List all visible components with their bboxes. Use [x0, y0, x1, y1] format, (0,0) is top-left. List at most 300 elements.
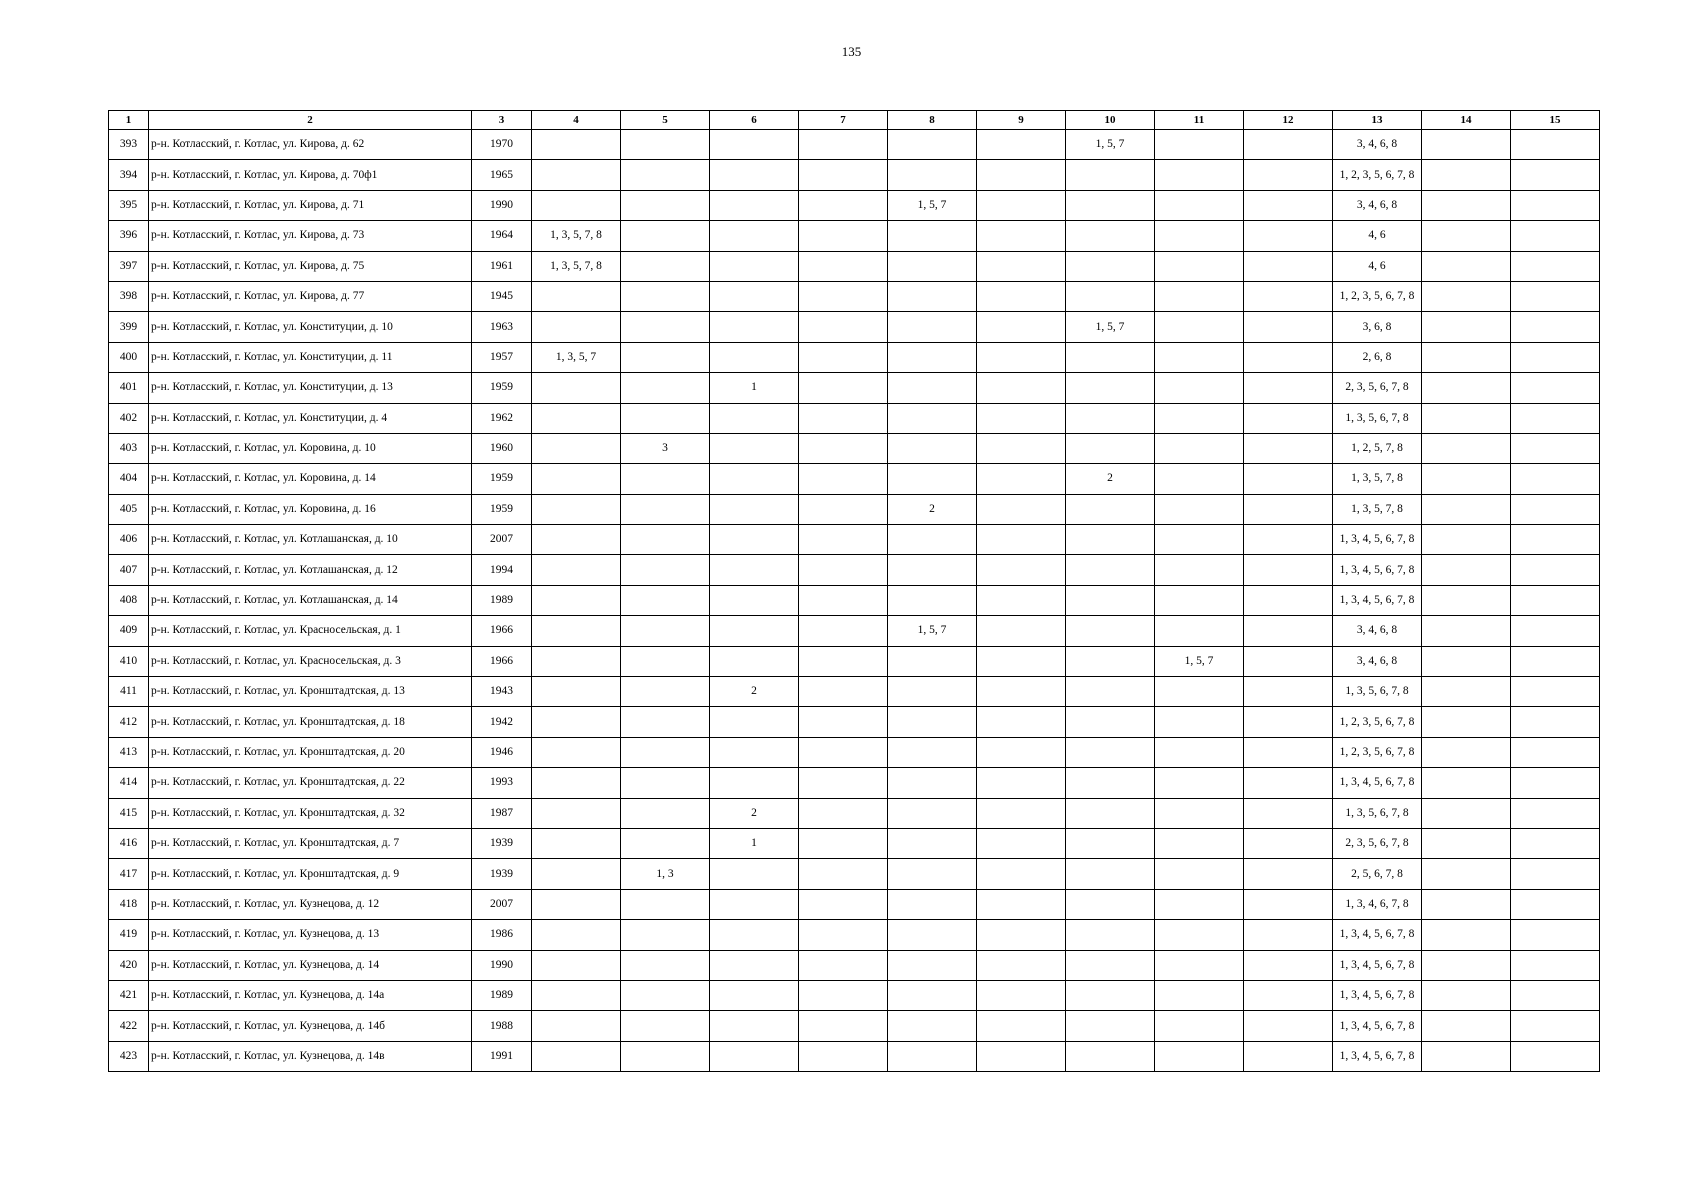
value-cell [1244, 403, 1333, 433]
value-cell [977, 130, 1066, 160]
value-cell [1066, 646, 1155, 676]
value-cell [1244, 221, 1333, 251]
value-cell [621, 950, 710, 980]
value-cell [532, 677, 621, 707]
value-cell: 2 [888, 494, 977, 524]
value-cell [1244, 1011, 1333, 1041]
value-cell: 1, 3, 4, 5, 6, 7, 8 [1333, 950, 1422, 980]
value-cell [710, 464, 799, 494]
table-row [109, 464, 1600, 494]
value-cell [1066, 798, 1155, 828]
value-cell [532, 980, 621, 1010]
column-header: 5 [621, 111, 710, 130]
value-cell [1066, 920, 1155, 950]
value-cell [977, 798, 1066, 828]
address-cell: р-н. Котласский, г. Котлас, ул. Коровина, д. 10 [149, 433, 472, 463]
value-cell: 1, 5, 7 [1066, 312, 1155, 342]
row-number-cell: 421 [109, 980, 149, 1010]
value-cell: 1, 3, 4, 5, 6, 7, 8 [1333, 525, 1422, 555]
value-cell [1244, 525, 1333, 555]
value-cell [1066, 585, 1155, 615]
value-cell [1155, 828, 1244, 858]
value-cell [1422, 160, 1511, 190]
table-row [109, 980, 1600, 1010]
value-cell [977, 859, 1066, 889]
value-cell [621, 768, 710, 798]
value-cell [1422, 677, 1511, 707]
value-cell [799, 707, 888, 737]
value-cell [1244, 798, 1333, 828]
column-header: 12 [1244, 111, 1333, 130]
value-cell [532, 525, 621, 555]
value-cell: 1, 3, 5, 7 [532, 342, 621, 372]
table-row [109, 707, 1600, 737]
table-row [109, 433, 1600, 463]
address-cell: р-н. Котласский, г. Котлас, ул. Кузнецова, д. 14а [149, 980, 472, 1010]
value-cell [1244, 251, 1333, 281]
value-cell [1422, 585, 1511, 615]
column-header: 10 [1066, 111, 1155, 130]
value-cell [1066, 525, 1155, 555]
value-cell [799, 251, 888, 281]
value-cell [799, 585, 888, 615]
value-cell [1511, 190, 1600, 220]
value-cell [710, 342, 799, 372]
value-cell [977, 190, 1066, 220]
value-cell [1511, 920, 1600, 950]
table-body [109, 111, 1600, 1072]
value-cell [977, 373, 1066, 403]
value-cell [1511, 433, 1600, 463]
value-cell [1422, 464, 1511, 494]
address-cell: р-н. Котласский, г. Котлас, ул. Кузнецова, д. 12 [149, 889, 472, 919]
value-cell [1155, 281, 1244, 311]
value-cell [799, 433, 888, 463]
year-cell: 1959 [472, 464, 532, 494]
value-cell [1511, 494, 1600, 524]
row-number-cell: 396 [109, 221, 149, 251]
value-cell [977, 950, 1066, 980]
year-cell: 1963 [472, 312, 532, 342]
value-cell [888, 585, 977, 615]
value-cell [621, 312, 710, 342]
value-cell [532, 433, 621, 463]
value-cell [888, 980, 977, 1010]
value-cell [977, 281, 1066, 311]
address-cell: р-н. Котласский, г. Котлас, ул. Кузнецова, д. 14в [149, 1041, 472, 1071]
address-cell: р-н. Котласский, г. Котлас, ул. Кирова, д. 73 [149, 221, 472, 251]
value-cell [621, 555, 710, 585]
buildings-table [108, 110, 1600, 1072]
address-cell: р-н. Котласский, г. Котлас, ул. Кронштадтская, д. 13 [149, 677, 472, 707]
value-cell [532, 768, 621, 798]
value-cell: 1, 3 [621, 859, 710, 889]
table-row [109, 889, 1600, 919]
address-cell: р-н. Котласский, г. Котлас, ул. Кронштадтская, д. 20 [149, 737, 472, 767]
value-cell [621, 677, 710, 707]
value-cell: 1, 2, 3, 5, 6, 7, 8 [1333, 160, 1422, 190]
value-cell [621, 920, 710, 950]
value-cell [1066, 737, 1155, 767]
year-cell: 1959 [472, 494, 532, 524]
value-cell: 1, 5, 7 [888, 190, 977, 220]
value-cell [888, 859, 977, 889]
value-cell [710, 707, 799, 737]
value-cell [1155, 1011, 1244, 1041]
value-cell: 1 [710, 373, 799, 403]
table-row [109, 221, 1600, 251]
value-cell [1155, 221, 1244, 251]
value-cell: 3, 4, 6, 8 [1333, 616, 1422, 646]
value-cell [1066, 707, 1155, 737]
value-cell [710, 281, 799, 311]
year-cell: 1994 [472, 555, 532, 585]
value-cell [1244, 677, 1333, 707]
value-cell [532, 281, 621, 311]
value-cell [888, 737, 977, 767]
row-number-cell: 413 [109, 737, 149, 767]
value-cell [1066, 828, 1155, 858]
value-cell [1511, 798, 1600, 828]
value-cell [799, 160, 888, 190]
value-cell [1066, 494, 1155, 524]
value-cell: 2 [710, 677, 799, 707]
table-row [109, 859, 1600, 889]
value-cell [1422, 950, 1511, 980]
value-cell: 2 [710, 798, 799, 828]
value-cell [799, 464, 888, 494]
value-cell [1422, 403, 1511, 433]
value-cell [1066, 980, 1155, 1010]
value-cell [1155, 190, 1244, 220]
value-cell [532, 190, 621, 220]
value-cell [710, 950, 799, 980]
column-header: 15 [1511, 111, 1600, 130]
value-cell [888, 950, 977, 980]
value-cell: 1, 3, 5, 7, 8 [532, 251, 621, 281]
value-cell [1422, 190, 1511, 220]
value-cell [710, 889, 799, 919]
value-cell [888, 920, 977, 950]
address-cell: р-н. Котласский, г. Котлас, ул. Котлашанская, д. 10 [149, 525, 472, 555]
value-cell [1422, 798, 1511, 828]
address-cell: р-н. Котласский, г. Котлас, ул. Конституции, д. 10 [149, 312, 472, 342]
value-cell [1422, 130, 1511, 160]
address-cell: р-н. Котласский, г. Котлас, ул. Кирова, д. 62 [149, 130, 472, 160]
value-cell [977, 585, 1066, 615]
table-row [109, 342, 1600, 372]
table-row [109, 281, 1600, 311]
value-cell [1511, 312, 1600, 342]
table-row [109, 768, 1600, 798]
year-cell: 1961 [472, 251, 532, 281]
value-cell [1422, 342, 1511, 372]
address-cell: р-н. Котласский, г. Котлас, ул. Кирова, д. 70ф1 [149, 160, 472, 190]
value-cell [888, 1011, 977, 1041]
row-number-cell: 409 [109, 616, 149, 646]
value-cell [1155, 889, 1244, 919]
value-cell [888, 312, 977, 342]
value-cell [1422, 828, 1511, 858]
address-cell: р-н. Котласский, г. Котлас, ул. Кронштадтская, д. 22 [149, 768, 472, 798]
value-cell [799, 677, 888, 707]
value-cell [1511, 980, 1600, 1010]
value-cell [1066, 1041, 1155, 1071]
value-cell [710, 737, 799, 767]
value-cell [710, 1041, 799, 1071]
value-cell: 3, 6, 8 [1333, 312, 1422, 342]
value-cell [532, 464, 621, 494]
value-cell [1155, 798, 1244, 828]
value-cell [1244, 555, 1333, 585]
address-cell: р-н. Котласский, г. Котлас, ул. Кирова, д. 77 [149, 281, 472, 311]
year-cell: 1989 [472, 980, 532, 1010]
value-cell: 1, 3, 5, 6, 7, 8 [1333, 798, 1422, 828]
value-cell [1155, 737, 1244, 767]
row-number-cell: 401 [109, 373, 149, 403]
value-cell [532, 889, 621, 919]
value-cell [799, 221, 888, 251]
address-cell: р-н. Котласский, г. Котлас, ул. Кронштадтская, д. 18 [149, 707, 472, 737]
value-cell [1066, 251, 1155, 281]
value-cell: 2, 5, 6, 7, 8 [1333, 859, 1422, 889]
address-cell: р-н. Котласский, г. Котлас, ул. Конституции, д. 13 [149, 373, 472, 403]
value-cell [1422, 1041, 1511, 1071]
address-cell: р-н. Котласский, г. Котлас, ул. Котлашанская, д. 12 [149, 555, 472, 585]
year-cell: 2007 [472, 525, 532, 555]
year-cell: 1939 [472, 828, 532, 858]
value-cell [710, 920, 799, 950]
year-cell: 1989 [472, 585, 532, 615]
value-cell [1511, 251, 1600, 281]
value-cell [710, 251, 799, 281]
page-number: 135 [841, 44, 862, 59]
value-cell [1066, 221, 1155, 251]
row-number-cell: 417 [109, 859, 149, 889]
year-cell: 1986 [472, 920, 532, 950]
value-cell [1066, 859, 1155, 889]
value-cell [1422, 646, 1511, 676]
value-cell [1511, 464, 1600, 494]
value-cell [710, 585, 799, 615]
value-cell [1066, 677, 1155, 707]
address-cell: р-н. Котласский, г. Котлас, ул. Кронштадтская, д. 9 [149, 859, 472, 889]
value-cell [621, 403, 710, 433]
year-cell: 1970 [472, 130, 532, 160]
value-cell [888, 646, 977, 676]
value-cell [799, 555, 888, 585]
table-row [109, 160, 1600, 190]
value-cell [1422, 251, 1511, 281]
value-cell [799, 342, 888, 372]
value-cell: 1, 3, 5, 6, 7, 8 [1333, 403, 1422, 433]
value-cell [1244, 646, 1333, 676]
value-cell [621, 980, 710, 1010]
value-cell [1244, 160, 1333, 190]
value-cell: 1, 5, 7 [888, 616, 977, 646]
value-cell [1066, 1011, 1155, 1041]
value-cell [710, 403, 799, 433]
address-cell: р-н. Котласский, г. Котлас, ул. Кронштадтская, д. 7 [149, 828, 472, 858]
value-cell [621, 646, 710, 676]
value-cell [1155, 585, 1244, 615]
value-cell: 1, 3, 5, 7, 8 [1333, 494, 1422, 524]
value-cell [1244, 190, 1333, 220]
row-number-cell: 400 [109, 342, 149, 372]
value-cell [1511, 1041, 1600, 1071]
table-row [109, 585, 1600, 615]
value-cell [1244, 1041, 1333, 1071]
address-cell: р-н. Котласский, г. Котлас, ул. Коровина, д. 16 [149, 494, 472, 524]
year-cell: 1943 [472, 677, 532, 707]
year-cell: 1988 [472, 1011, 532, 1041]
address-cell: р-н. Котласский, г. Котлас, ул. Кузнецова, д. 14б [149, 1011, 472, 1041]
value-cell [1511, 160, 1600, 190]
value-cell [799, 889, 888, 919]
column-header: 9 [977, 111, 1066, 130]
value-cell [1244, 494, 1333, 524]
value-cell: 4, 6 [1333, 221, 1422, 251]
year-cell: 1966 [472, 646, 532, 676]
value-cell [532, 555, 621, 585]
value-cell: 1, 3, 4, 5, 6, 7, 8 [1333, 980, 1422, 1010]
value-cell [621, 342, 710, 372]
row-number-cell: 418 [109, 889, 149, 919]
value-cell [977, 433, 1066, 463]
row-number-cell: 422 [109, 1011, 149, 1041]
value-cell: 2 [1066, 464, 1155, 494]
table-row [109, 190, 1600, 220]
value-cell [1511, 768, 1600, 798]
address-cell: р-н. Котласский, г. Котлас, ул. Коровина, д. 14 [149, 464, 472, 494]
value-cell [1511, 677, 1600, 707]
year-cell: 2007 [472, 889, 532, 919]
value-cell [1155, 312, 1244, 342]
value-cell [1422, 281, 1511, 311]
value-cell [532, 403, 621, 433]
column-header: 4 [532, 111, 621, 130]
table-row [109, 646, 1600, 676]
row-number-cell: 412 [109, 707, 149, 737]
year-cell: 1965 [472, 160, 532, 190]
value-cell [710, 525, 799, 555]
value-cell [621, 251, 710, 281]
year-cell: 1959 [472, 373, 532, 403]
value-cell [532, 1011, 621, 1041]
value-cell [532, 828, 621, 858]
value-cell [532, 312, 621, 342]
year-cell: 1945 [472, 281, 532, 311]
value-cell: 3, 4, 6, 8 [1333, 646, 1422, 676]
value-cell [1155, 342, 1244, 372]
value-cell [1155, 494, 1244, 524]
row-number-cell: 398 [109, 281, 149, 311]
column-header: 13 [1333, 111, 1422, 130]
value-cell [1244, 950, 1333, 980]
value-cell [1244, 920, 1333, 950]
value-cell [710, 616, 799, 646]
value-cell [1422, 768, 1511, 798]
value-cell [621, 1041, 710, 1071]
value-cell [532, 585, 621, 615]
value-cell [977, 707, 1066, 737]
value-cell [977, 737, 1066, 767]
year-cell: 1990 [472, 950, 532, 980]
year-cell: 1957 [472, 342, 532, 372]
value-cell [710, 160, 799, 190]
value-cell [621, 130, 710, 160]
value-cell [977, 403, 1066, 433]
value-cell: 3, 4, 6, 8 [1333, 190, 1422, 220]
value-cell [799, 130, 888, 160]
value-cell [710, 190, 799, 220]
value-cell [977, 160, 1066, 190]
value-cell [710, 646, 799, 676]
value-cell [1244, 130, 1333, 160]
value-cell [1155, 920, 1244, 950]
table-row [109, 373, 1600, 403]
value-cell [977, 221, 1066, 251]
value-cell [799, 312, 888, 342]
value-cell: 1, 3, 4, 5, 6, 7, 8 [1333, 920, 1422, 950]
value-cell [532, 920, 621, 950]
value-cell [977, 251, 1066, 281]
value-cell [621, 373, 710, 403]
value-cell [799, 828, 888, 858]
value-cell [1155, 980, 1244, 1010]
value-cell [888, 525, 977, 555]
value-cell [888, 373, 977, 403]
value-cell [621, 160, 710, 190]
value-cell [1422, 494, 1511, 524]
value-cell: 1, 3, 4, 6, 7, 8 [1333, 889, 1422, 919]
value-cell [1155, 707, 1244, 737]
value-cell [888, 221, 977, 251]
value-cell [799, 768, 888, 798]
value-cell [1244, 464, 1333, 494]
value-cell [888, 403, 977, 433]
address-cell: р-н. Котласский, г. Котлас, ул. Кузнецова, д. 13 [149, 920, 472, 950]
year-cell: 1942 [472, 707, 532, 737]
value-cell [799, 980, 888, 1010]
value-cell [888, 707, 977, 737]
value-cell [1511, 373, 1600, 403]
value-cell [1066, 616, 1155, 646]
value-cell [621, 828, 710, 858]
value-cell [1511, 1011, 1600, 1041]
value-cell [977, 525, 1066, 555]
value-cell: 1, 5, 7 [1066, 130, 1155, 160]
value-cell [532, 160, 621, 190]
row-number-cell: 415 [109, 798, 149, 828]
table-row [109, 555, 1600, 585]
value-cell [532, 859, 621, 889]
value-cell: 1, 3, 5, 7, 8 [532, 221, 621, 251]
year-cell: 1991 [472, 1041, 532, 1071]
value-cell [1422, 373, 1511, 403]
value-cell [888, 555, 977, 585]
value-cell [1244, 828, 1333, 858]
value-cell [1155, 433, 1244, 463]
value-cell [532, 646, 621, 676]
value-cell: 1 [710, 828, 799, 858]
value-cell: 1, 3, 4, 5, 6, 7, 8 [1333, 585, 1422, 615]
value-cell [1244, 342, 1333, 372]
value-cell [888, 281, 977, 311]
value-cell [621, 281, 710, 311]
value-cell [1155, 525, 1244, 555]
value-cell [1511, 646, 1600, 676]
